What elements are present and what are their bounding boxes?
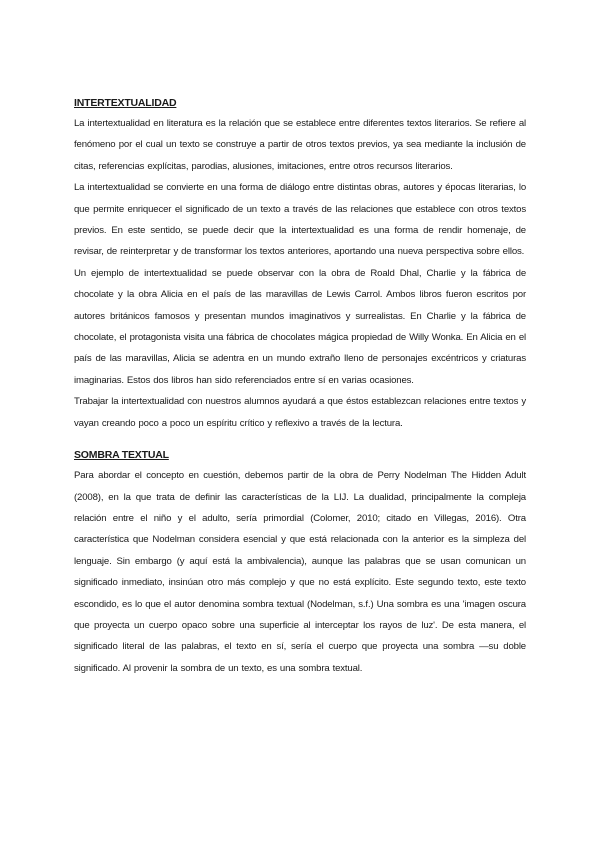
section-intertextualidad (74, 96, 526, 434)
section-heading: INTERTEXTUALIDAD (74, 97, 177, 109)
section-sombra-textual (74, 448, 526, 679)
paragraph: Para abordar el concepto en cuestión, debemos partir de la obra de Perry Nodelman The Hidden Adult (2008), en la que trata de definir las características de la LIJ. La dualidad, principalmente la compleja relación entre el niño y el adulto, sería primordial (Colomer, 2010; citado en Villegas, 2016). Otra característica que Nodelman considera esencial y que está relacionada con la anterior es la simpleza del lenguaje. Sin embargo (y aquí está la ambivalencia), aunque las palabras que se usan comunican un significado inmediato, insinúan otro más complejo y que no está explícito. Este segundo texto, este texto escondido, es lo que el autor denomina sombra textual (Nodelman, s.f.) Una sombra es una 'imagen oscura que proyecta un cuerpo opaco sobre una superficie al interceptar los rayos de luz'. De esta manera, el significado literal de las palabras, el texto en sí, sería el cuerpo que proyecta una sombra —su doble significado. Al provenir la sombra de un texto, es una sombra textual. (74, 470, 526, 674)
paragraph: Trabajar la intertextualidad con nuestros alumnos ayudará a que éstos establezcan relaciones entre textos y vayan creando poco a poco un espíritu crítico y reflexivo a través de la lectura. (74, 396, 526, 429)
paragraph: Un ejemplo de intertextualidad se puede observar con la obra de Roald Dhal, Charlie y la fábrica de chocolate y la obra Alicia en el país de las maravillas de Lewis Carrol. Ambos libros fueron escritos por autores británicos famosos y presentan mundos imaginativos y surrealistas. En Charlie y la fábrica de chocolate, el protagonista visita una fábrica de chocolates mágica propiedad de Willy Wonka. En Alicia en el país de las maravillas, Alicia se adentra en un mundo extraño lleno de personajes excéntricos y criaturas imaginarias. Estos dos libros han sido referenciados entre sí en varias ocasiones. (74, 267, 526, 386)
section-spacer (74, 434, 526, 448)
paragraph: La intertextualidad se convierte en una forma de diálogo entre distintas obras, autores y épocas literarias, lo que permite enriquecer el significado de un texto a través de las relaciones que establece con otros textos previos. En este sentido, se puede decir que la intertextualidad es una forma de rendir homenaje, de revisar, de reinterpretar y de transformar los textos anteriores, aportando una nueva perspectiva sobre ellos. (74, 182, 526, 258)
section-heading: SOMBRA TEXTUAL (74, 449, 169, 462)
document-page (74, 96, 526, 679)
paragraph: La intertextualidad en literatura es la relación que se establece entre diferentes textos literarios. Se refiere al fenómeno por el cual un texto se construye a partir de otros textos previos, ya sea mediante la inclusión de citas, referencias explícitas, parodias, alusiones, imitaciones, entre otros recursos literarios. (74, 118, 526, 172)
